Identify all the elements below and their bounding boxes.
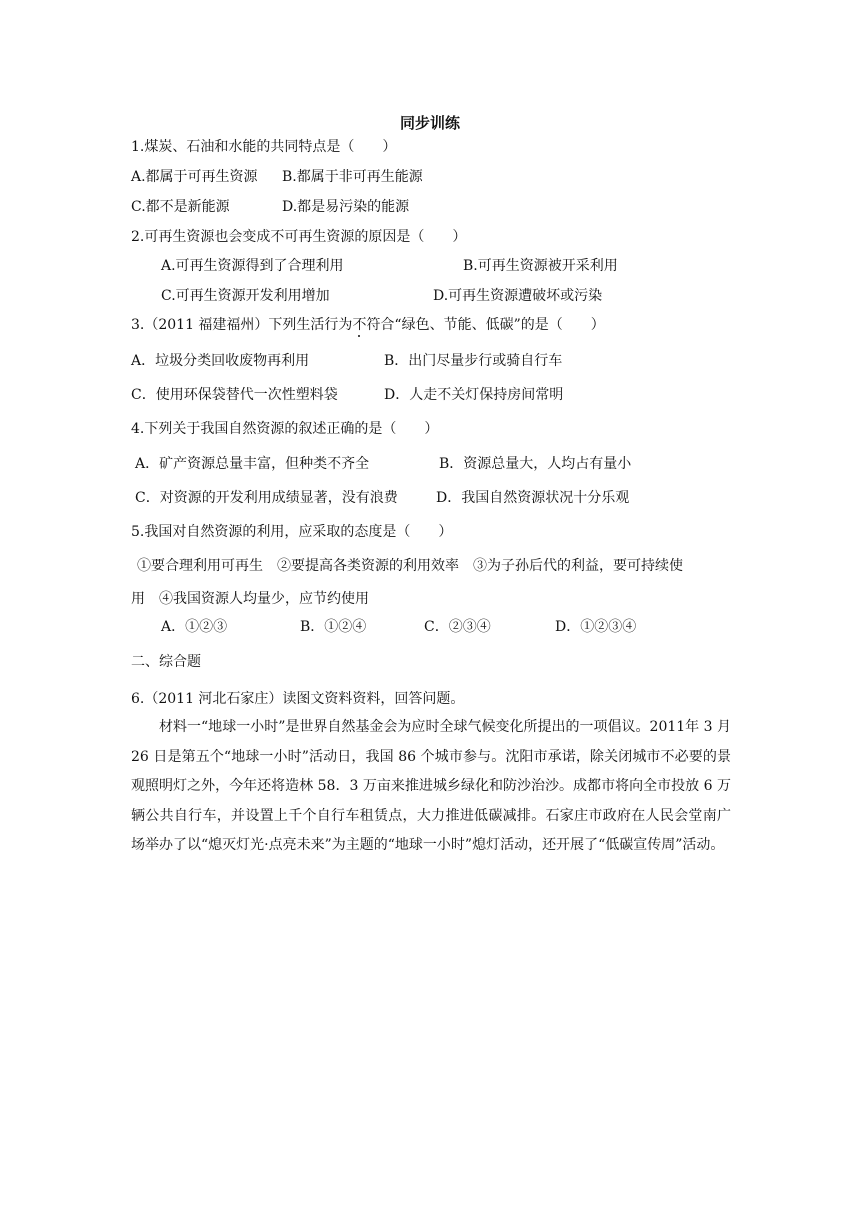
q3-stem-pre: 3.（2011 福建福州）下列生活行为 [131, 317, 353, 333]
q3-option-a: A．垃圾分类回收废物再利用 [131, 353, 310, 369]
q3-stem-emphasis: 不 [352, 317, 367, 333]
q2-option-a: A.可再生资源得到了合理利用 [161, 258, 344, 274]
q5-statement-line2: 用 ④我国资源人均量少，应节约使用 [131, 591, 369, 607]
q2-option-c: C.可再生资源开发利用增加 [161, 288, 330, 304]
q5-option-a: A．①②③ [161, 619, 228, 635]
q4-option-d: D．我国自然资源状况十分乐观 [436, 490, 630, 506]
q4-option-c: C．对资源的开发利用成绩显著，没有浪费 [135, 490, 398, 506]
q1-option-d: D.都是易污染的能源 [282, 199, 410, 215]
q5-stem: 5.我国对自然资源的利用，应采取的态度是（ ） [131, 524, 453, 540]
q4-option-a: A．矿产资源总量丰富，但种类不齐全 [135, 456, 370, 472]
q3-stem-post: 符合“绿色、节能、低碳”的是（ ） [366, 317, 605, 333]
q3-option-d: D．人走不关灯保持房间常明 [384, 387, 564, 403]
q6-material-paragraph: 材料一“地球一小时”是世界自然基金会为应时全球气候变化所提出的一项倡议。2011年 3 月 26 日是第五个“地球一小时”活动日，我国 86 个城市参与。沈阳市承诺，除关闭城市不必要的景观照明灯之外，今年还将造林 58．3 万亩来推进城乡绿化和防沙治沙。成都市将向全市投放 6 万辆公共自行车，并设置上千个自行车租赁点，大力推进低碳减排。石家庄市政府在人民会堂南广场举办了以“熄灭灯光·点亮未来”为主题的“地球一小时”熄灯活动，还开展了“低碳宣传周”活动。 [131, 719, 731, 853]
q5-option-c: C．②③④ [424, 619, 491, 635]
q4-stem: 4.下列关于我国自然资源的叙述正确的是（ ） [131, 421, 439, 437]
q3-stem [131, 315, 605, 335]
q1-option-c: C.都不是新能源 [131, 199, 230, 215]
q4-option-b: B．资源总量大，人均占有量小 [439, 456, 632, 472]
q2-stem: 2.可再生资源也会变成不可再生资源的原因是（ ） [131, 229, 467, 245]
q2-option-d: D.可再生资源遭破坏或污染 [433, 288, 603, 304]
q5-statement-line1: ①要合理利用可再生 ②要提高各类资源的利用效率 ③为子孙后代的利益，要可持续使 [137, 558, 683, 574]
q1-stem: 1.煤炭、石油和水能的共同特点是（ ） [131, 139, 397, 155]
q1-option-a: A.都属于可再生资源 [131, 169, 258, 185]
q3-option-c: C．使用环保袋替代一次性塑料袋 [131, 387, 338, 403]
q3-option-b: B．出门尽量步行或骑自行车 [384, 353, 563, 369]
section-heading: 二、综合题 [131, 654, 201, 670]
q6-stem: 6.（2011 河北石家庄）读图文资料资料，回答问题。 [131, 691, 465, 707]
q5-option-d: D．①②③④ [555, 619, 637, 635]
q1-option-b: B.都属于非可再生能源 [282, 169, 423, 185]
q5-option-b: B．①②④ [300, 619, 367, 635]
q2-option-b: B.可再生资源被开采利用 [463, 258, 618, 274]
page-title: 同步训练 [399, 114, 460, 132]
